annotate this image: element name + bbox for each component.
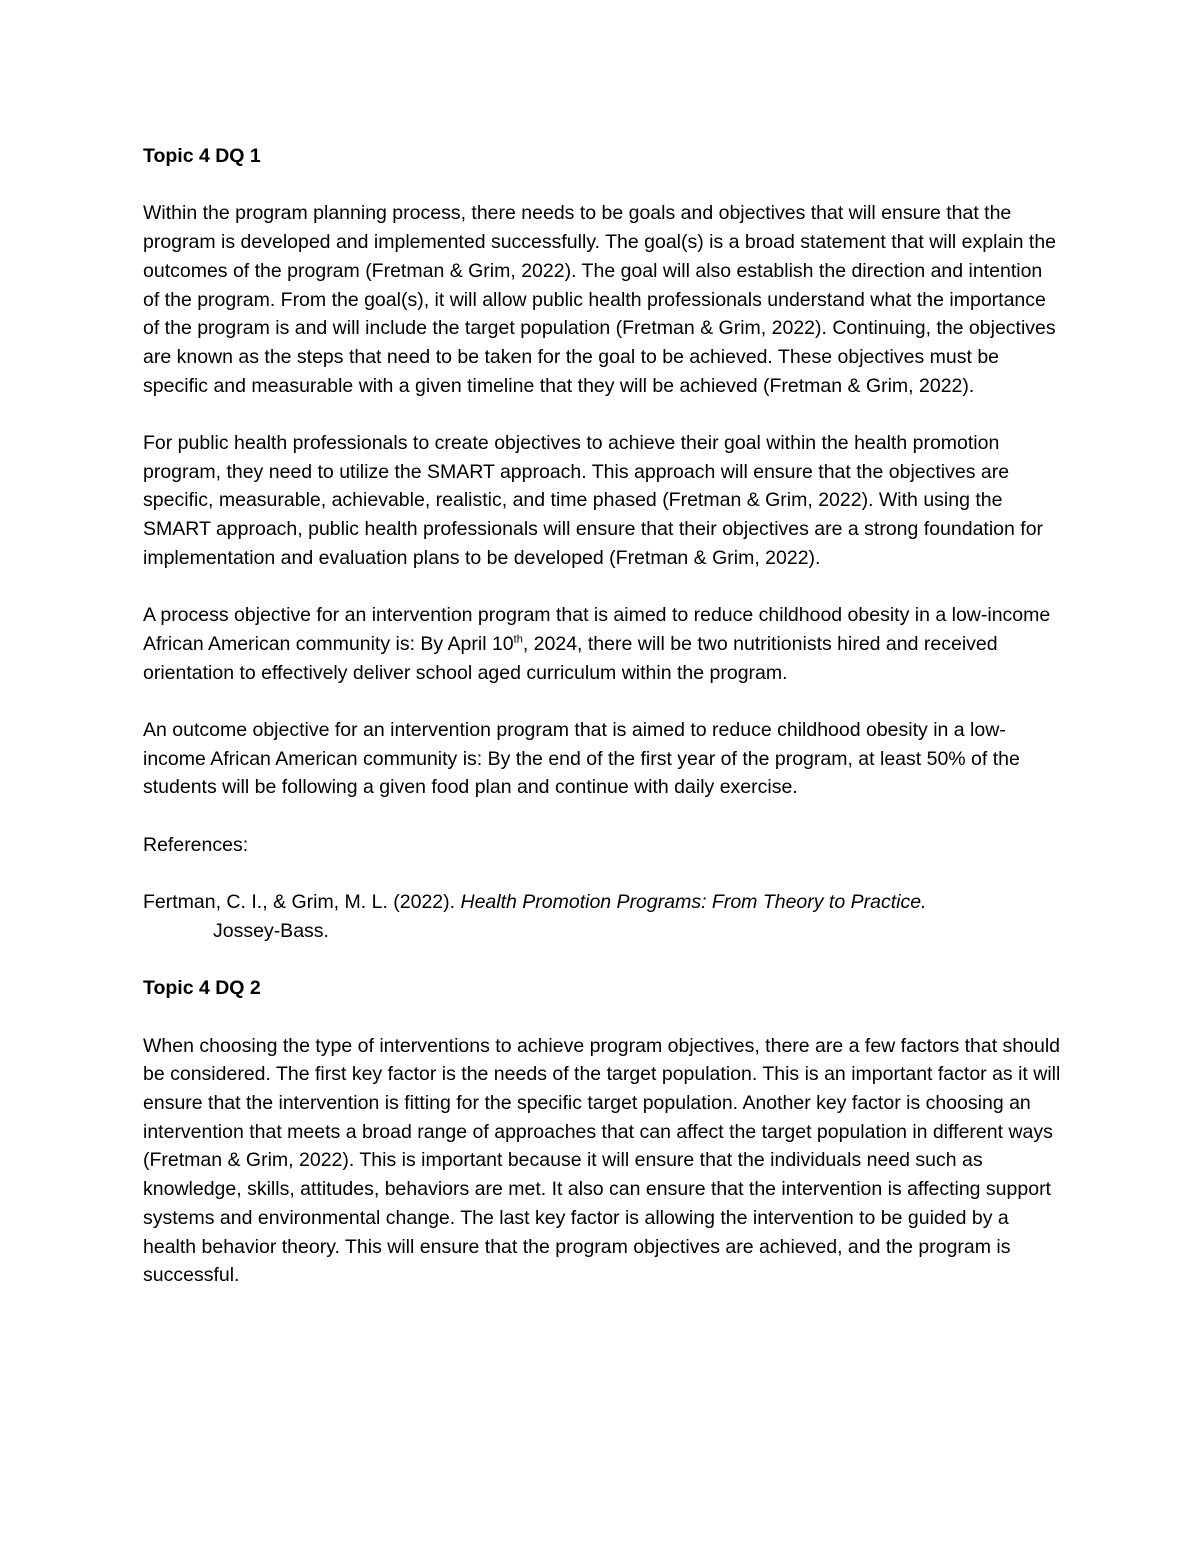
dq1-paragraph-smart: For public health professionals to create objectives to achieve their goal within the health promotion program, they need to utilize the SMART approach. This approach will ensure that the objectives are specific, measurable, achievable, realistic, and time phased (Fretman & Grim, 2022). With using the SMART approach, public health professionals will ensure that their objectives are a strong foundation for implementation and evaluation plans to be developed (Fretman & Grim, 2022). bbox=[143, 432, 1044, 569]
reference-entry bbox=[143, 888, 1063, 945]
reference-authors: Fertman, C. I., & Grim, M. L. (2022). bbox=[143, 891, 461, 914]
dq2-paragraph-interventions: When choosing the type of interventions to achieve program objectives, there are a few factors that should be considered. The first key factor is the needs of the target population. This is an important factor as it will ensure that the intervention is fitting for the specific target population. Another key factor is choosing an intervention that meets a broad range of approaches that can affect the target population in different ways (Fretman & Grim, 2022). This is important because it will ensure that the individuals need such as knowledge, skills, attitudes, behaviors are met. It also can ensure that the intervention is affecting support systems and environmental change. The last key factor is allowing the intervention to be guided by a health behavior theory. This will ensure that the program objectives are achieved, and the program is successful. bbox=[143, 1034, 1061, 1287]
reference-publisher: Jossey-Bass. bbox=[213, 919, 329, 942]
document-page bbox=[143, 142, 1063, 1319]
dq1-paragraph-goals: Within the program planning process, there needs to be goals and objectives that will ensure that the program is developed and implemented successfully. The goal(s) is a broad statement that will explain the outcomes of the program (Fretman & Grim, 2022). The goal will also establish the direction and intention of the program. From the goal(s), it will allow public health professionals understand what the importance of the program is and will include the target population (Fretman & Grim, 2022). Continuing, the objectives are known as the steps that need to be taken for the goal to be achieved. These objectives must be specific and measurable with a given timeline that they will be achieved (Fretman & Grim, 2022). bbox=[143, 202, 1057, 397]
dq1-paragraph-process-objective bbox=[143, 601, 1063, 687]
dq1-heading: Topic 4 DQ 1 bbox=[143, 145, 261, 167]
references-label: References: bbox=[143, 833, 249, 856]
dq1-paragraph-outcome-objective: An outcome objective for an intervention program that is aimed to reduce childhood obesity in a low-income African American community is: By the end of the first year of the program, at least 50% of the students will be following a given food plan and continue with daily exercise. bbox=[143, 719, 1020, 799]
ordinal-superscript: th bbox=[513, 633, 523, 646]
process-objective-text-end: , 2024, there will be two nutritionists hired and received orientation to effectively deliver school aged curriculum within the program. bbox=[143, 632, 998, 684]
process-objective-text-start: A process objective for an intervention program that is aimed to reduce childhood obesity in a low-income African American community is: By April 10 bbox=[143, 604, 1051, 655]
reference-title: Health Promotion Programs: From Theory to Practice. bbox=[460, 891, 927, 914]
dq2-heading: Topic 4 DQ 2 bbox=[143, 977, 261, 1000]
